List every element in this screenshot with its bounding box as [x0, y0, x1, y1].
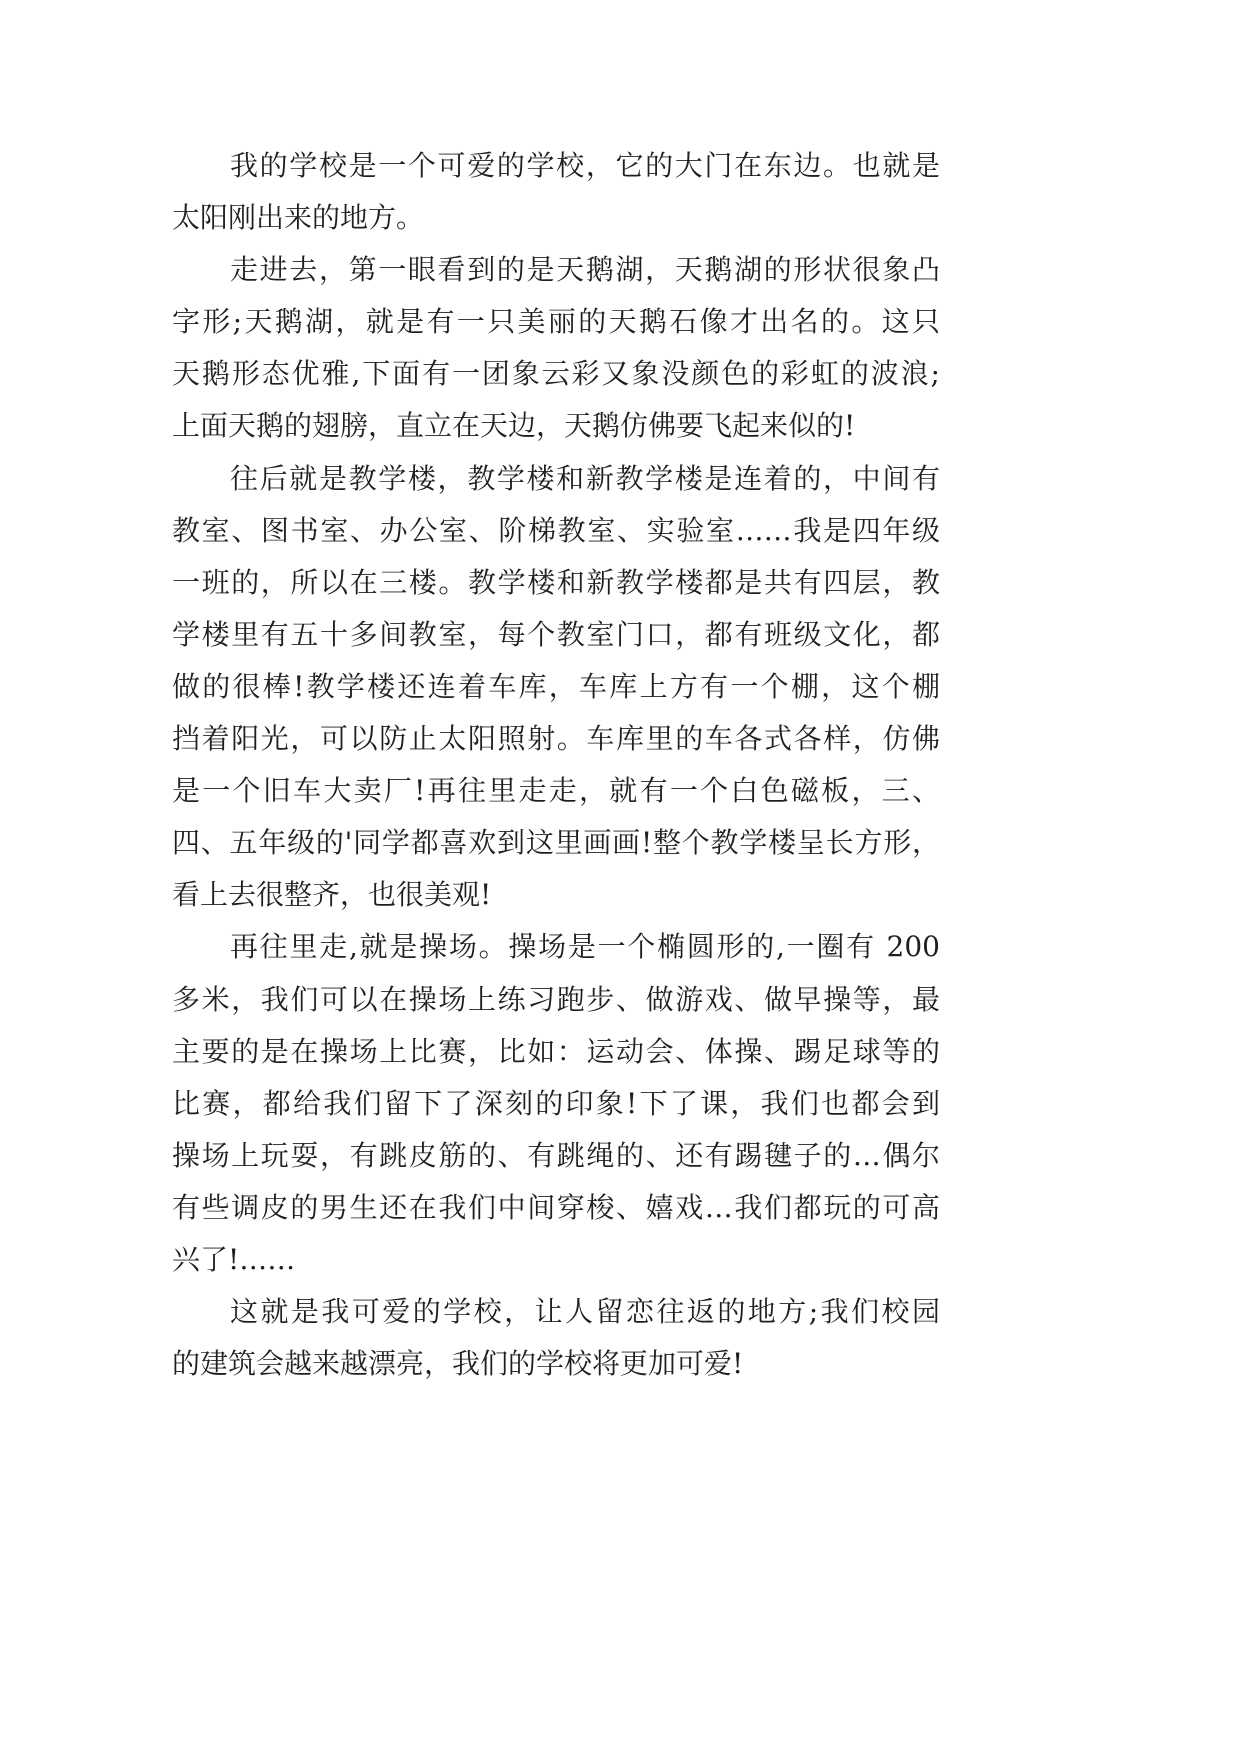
essay-line: 字形;天鹅湖，就是有一只美丽的天鹅石像才出名的。这只: [172, 305, 940, 339]
essay-line: 再往里走,就是操场。操场是一个椭圆形的,一圈有 200: [230, 930, 940, 964]
essay-line: 兴了!……: [172, 1242, 296, 1276]
essay-line: 太阳刚出来的地方。: [172, 201, 425, 235]
essay-line: 我的学校是一个可爱的学校，它的大门在东边。也就是: [230, 149, 940, 182]
essay-line: 四、五年级的'同学都喜欢到这里画画!整个教学楼呈长方形，: [172, 826, 940, 860]
essay-line: 一班的，所以在三楼。教学楼和新教学楼都是共有四层，教: [172, 565, 940, 599]
essay-line: 挡着阳光，可以防止太阳照射。车库里的车各式各样，仿佛: [172, 722, 940, 756]
essay-line: 这就是我可爱的学校，让人留恋往返的地方;我们校园: [230, 1295, 940, 1329]
essay-line: 多米，我们可以在操场上练习跑步、做游戏、做早操等，最: [172, 982, 940, 1016]
essay-body: [172, 140, 940, 1390]
essay-line: 比赛，都给我们留下了深刻的印象!下了课，我们也都会到: [172, 1086, 940, 1120]
essay-line: 是一个旧车大卖厂!再往里走走，就有一个白色磁板，三、: [172, 774, 940, 808]
paragraph: [172, 140, 940, 244]
essay-line: 主要的是在操场上比赛，比如：运动会、体操、踢足球等的: [172, 1034, 940, 1068]
paragraph: [172, 453, 940, 922]
essay-line: 看上去很整齐，也很美观!: [172, 878, 492, 912]
essay-line: 有些调皮的男生还在我们中间穿梭、嬉戏…我们都玩的可高: [172, 1190, 940, 1224]
essay-line: 走进去，第一眼看到的是天鹅湖，天鹅湖的形状很象凸: [230, 253, 940, 287]
essay-line: 操场上玩耍，有跳皮筋的、有跳绳的、还有踢毽子的…偶尔: [172, 1138, 940, 1172]
paragraph: [172, 244, 940, 452]
paragraph: [172, 1286, 940, 1390]
essay-line: 上面天鹅的翅膀，直立在天边，天鹅仿佛要飞起来似的!: [172, 409, 856, 443]
essay-line: 教室、图书室、办公室、阶梯教室、实验室……我是四年级: [172, 513, 940, 547]
essay-line: 学楼里有五十多间教室，每个教室门口，都有班级文化，都: [172, 617, 940, 651]
essay-line: 的建筑会越来越漂亮，我们的学校将更加可爱!: [172, 1347, 744, 1381]
paragraph: [172, 921, 940, 1286]
essay-line: 天鹅形态优雅,下面有一团象云彩又象没颜色的彩虹的波浪;: [172, 357, 940, 391]
essay-line: 做的很棒!教学楼还连着车库，车库上方有一个棚，这个棚: [172, 669, 940, 703]
essay-line: 往后就是教学楼，教学楼和新教学楼是连着的，中间有: [230, 461, 940, 495]
